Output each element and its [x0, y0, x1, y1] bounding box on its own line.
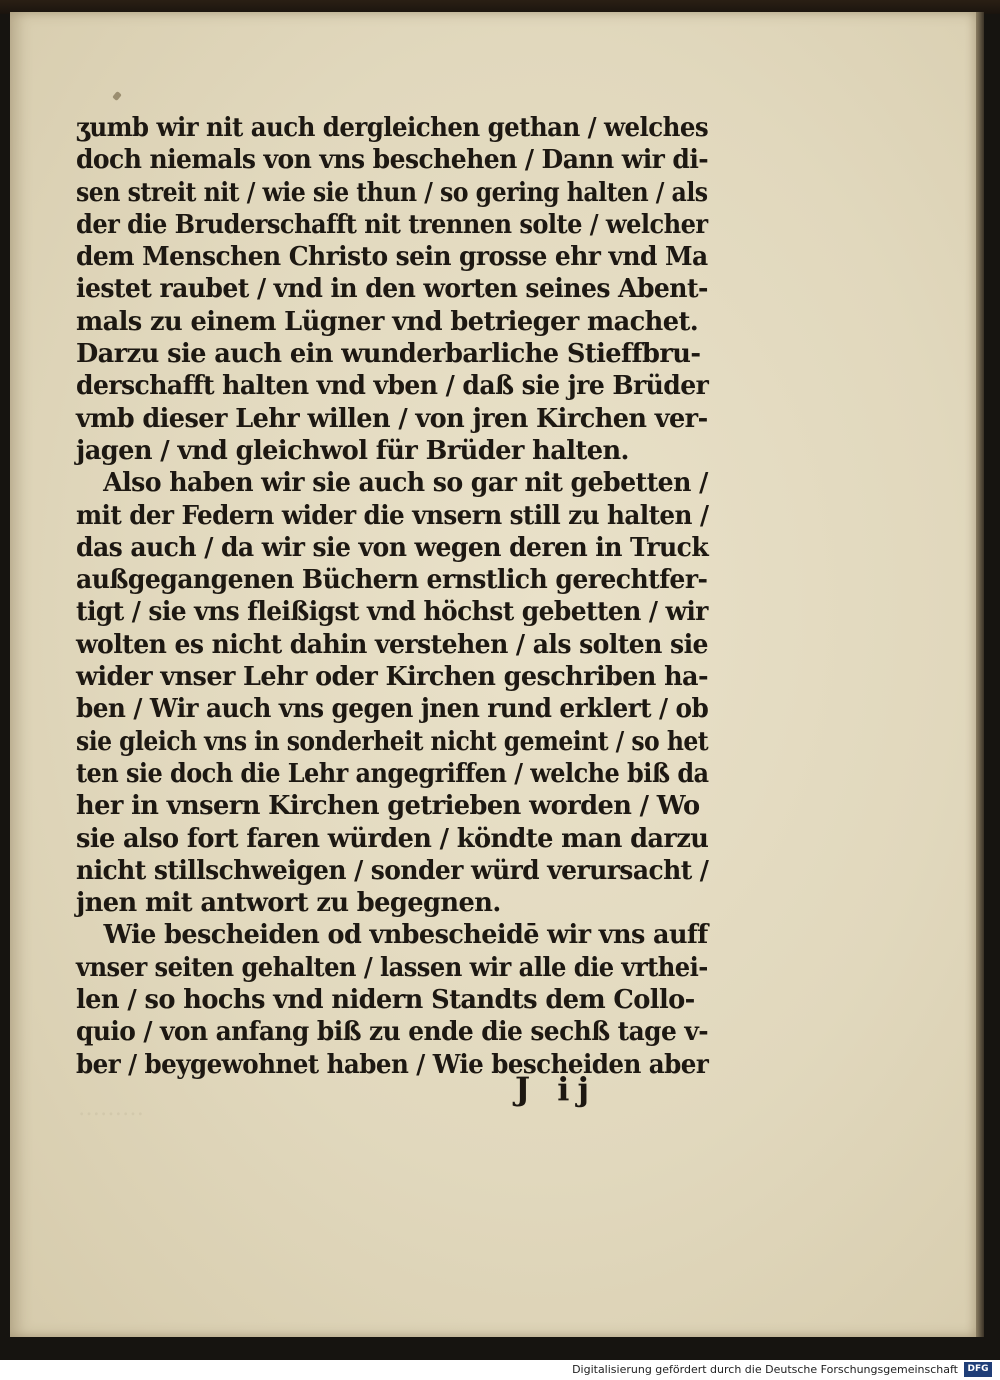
text-line: nicht stillschweigen / sonder würd verursacht / [76, 855, 709, 886]
funding-credit: Digitalisierung gefördert durch die Deutsche Forschungsgemeinschaft [572, 1363, 958, 1376]
text-line: wolten es nicht dahin verstehen / als solten sie [76, 629, 708, 660]
text-line: wider vnser Lehr oder Kirchen geschriben ha- [76, 662, 708, 693]
text-line: mit der Federn wider die vnsern still zu halten / [76, 500, 709, 531]
text-line: sie gleich vns in sonderheit nicht gemeint / so het [76, 726, 709, 757]
text-line: doch niemals von vns beschehen / Dann wir di- [76, 145, 709, 176]
text-line: jagen / vnd gleichwol für Brüder halten. [76, 435, 629, 466]
text-line: Wie bescheiden od vnbescheidē wir vns auff [103, 920, 708, 951]
text-line: iestet raubet / vnd in den worten seines Abent- [76, 274, 708, 305]
text-line: außgegangenen Büchern ernstlich gerechtfer- [76, 565, 708, 596]
text-line: Darzu sie auch ein wunderbarliche Stieffbru- [76, 339, 701, 370]
text-line: ʒumb wir nit auch dergleichen gethan / welches [76, 113, 709, 143]
signature-mark: J ij [515, 1070, 598, 1108]
text-line: der die Bruderschafft nit trennen solte / welcher [76, 209, 708, 240]
text-line: len / so hochs vnd nidern Standts dem Collo- [76, 985, 695, 1016]
dfg-logo: DFG [964, 1362, 992, 1377]
text-line: das auch / da wir sie von wegen deren in Truck [76, 532, 709, 563]
text-line: dem Menschen Christo sein grosse ehr vnd Ma [76, 242, 708, 273]
text-line: ber / beygewohnet haben / Wie bescheiden aber [76, 1049, 709, 1080]
text-line: jnen mit antwort zu begegnen. [76, 888, 501, 919]
page-text-block [76, 112, 716, 1081]
text-line: ten sie doch die Lehr angegriffen / welche biß da [76, 758, 709, 789]
text-line: Also haben wir sie auch so gar nit gebetten / [103, 468, 708, 499]
text-line: vmb dieser Lehr willen / von jren Kirchen ver- [76, 403, 708, 434]
text-line: quio / von anfang biß zu ende die sechß tage v- [76, 1017, 709, 1048]
text-line: her in vnsern Kirchen getrieben worden / Wo [76, 791, 700, 822]
text-line: sie also fort faren würden / köndte man darzu [76, 823, 709, 854]
text-line: tigt / sie vns fleißigst vnd höchst gebetten / wir [76, 597, 708, 628]
show-through-text: ……… [78, 1096, 144, 1121]
text-line: derschafft halten vnd vben / daß sie jre Brüder [76, 371, 709, 402]
text-line: sen streit nit / wie sie thun / so gering halten / als [76, 177, 708, 208]
text-line: vnser seiten gehalten / lassen wir alle die vrthei- [76, 952, 708, 983]
page-edge [976, 12, 984, 1337]
text-line: ben / Wir auch vns gegen jnen rund erklert / ob [76, 694, 709, 725]
text-line: mals zu einem Lügner vnd betrieger machet. [76, 306, 699, 337]
